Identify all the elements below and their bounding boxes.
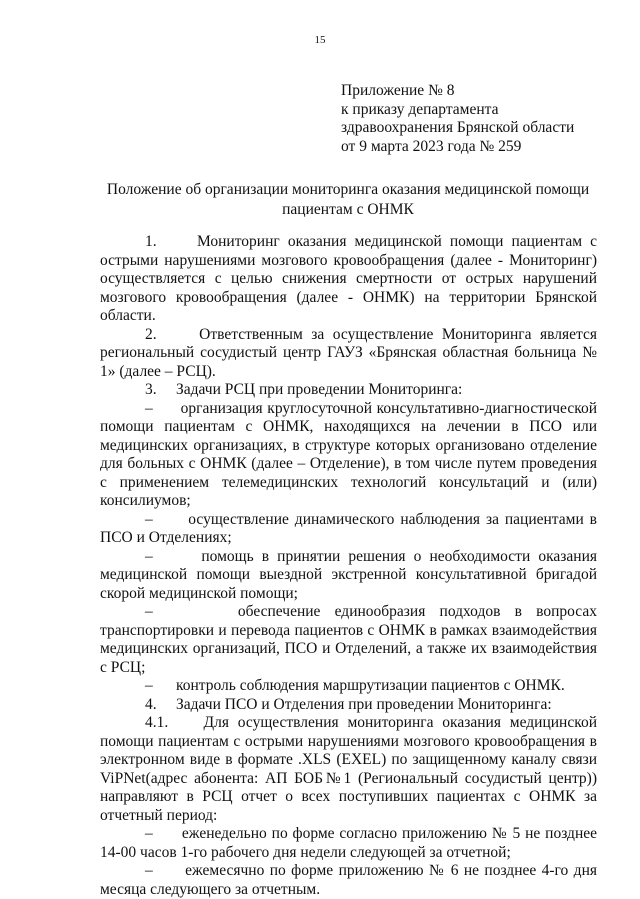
paragraph-4-1: 4.1. Для осуществления мониторинга оказания медицинской помощи пациентам с острыми нарушениями мозгового кровообращения в электронном виде в формате .XLS (EXEL) по защищенному каналу связи ViPNet(адрес абонента: АП БОБ№1 (Региональный сосудистый центр)) направляют в РСЦ отчет о всех поступивших пациентах с ОНМК за отчетный период: [100, 714, 597, 824]
document-title: Положение об организации мониторинга оказания медицинской помощи пациентам с ОНМК [106, 181, 590, 218]
list-item: – еженедельно по форме согласно приложению № 5 не позднее 14-00 часов 1-го рабочего дня недели следующей за отчетной; [100, 825, 597, 861]
paragraph-3: 3. Задачи РСЦ при проведении Мониторинга: [145, 381, 463, 398]
paragraph-4: 4. Задачи ПСО и Отделения при проведении Мониторинга: [145, 695, 552, 713]
document-body [100, 233, 597, 899]
paragraph-1: 1. Мониторинг оказания медицинской помощи пациентам с острыми нарушениями мозгового кровообращения (далее - Мониторинг) осуществляется с целью снижения смертности от острых нарушений мозгового кровообращения (далее - ОНМК) на территории Брянской области. [100, 233, 597, 324]
list-item: – контроль соблюдения маршрутизации пациентов с ОНМК. [145, 677, 565, 694]
appendix-date-line: от 9 марта 2023 года № 259 [341, 137, 522, 155]
appendix-department-line: здравоохранения Брянской области [341, 119, 575, 136]
list-item: – ежемесячно по форме приложению № 6 не позднее 4-го дня месяца следующего за отчетным. [100, 862, 597, 898]
page-number: 15 [314, 34, 326, 46]
list-item: – помощь в принятии решения о необходимости оказания медицинской помощи выездной экстренной консультативной бригадой скорой медицинской помощи; [100, 547, 597, 602]
appendix-header [341, 82, 601, 156]
list-item: – осуществление динамического наблюдения за пациентами в ПСО и Отделениях; [100, 510, 597, 546]
appendix-order-line: к приказу департамента [341, 100, 499, 118]
paragraph-2: 2. Ответственным за осуществление Мониторинга является региональный сосудистый центр ГАУЗ «Брянская областная больница № 1» (далее – РСЦ). [100, 325, 597, 380]
appendix-number: Приложение № 8 [341, 82, 455, 99]
list-item: – обеспечение единообразия подходов в вопросах транспортировки и перевода пациентов с ОНМК в рамках взаимодействия медицинских организаций, ПСО и Отделений, а также их взаимодействия с РСЦ; [100, 603, 597, 676]
list-item: – организация круглосуточной консультативно-диагностической помощи пациентам с ОНМК, находящихся на лечении в ПСО или медицинских организациях, в структуре которых организовано отделение для больных с ОНМК (далее – Отделение), в том числе путем проведения с применением телемедицинских технологий консультаций и (или) консилиумов; [100, 399, 597, 509]
